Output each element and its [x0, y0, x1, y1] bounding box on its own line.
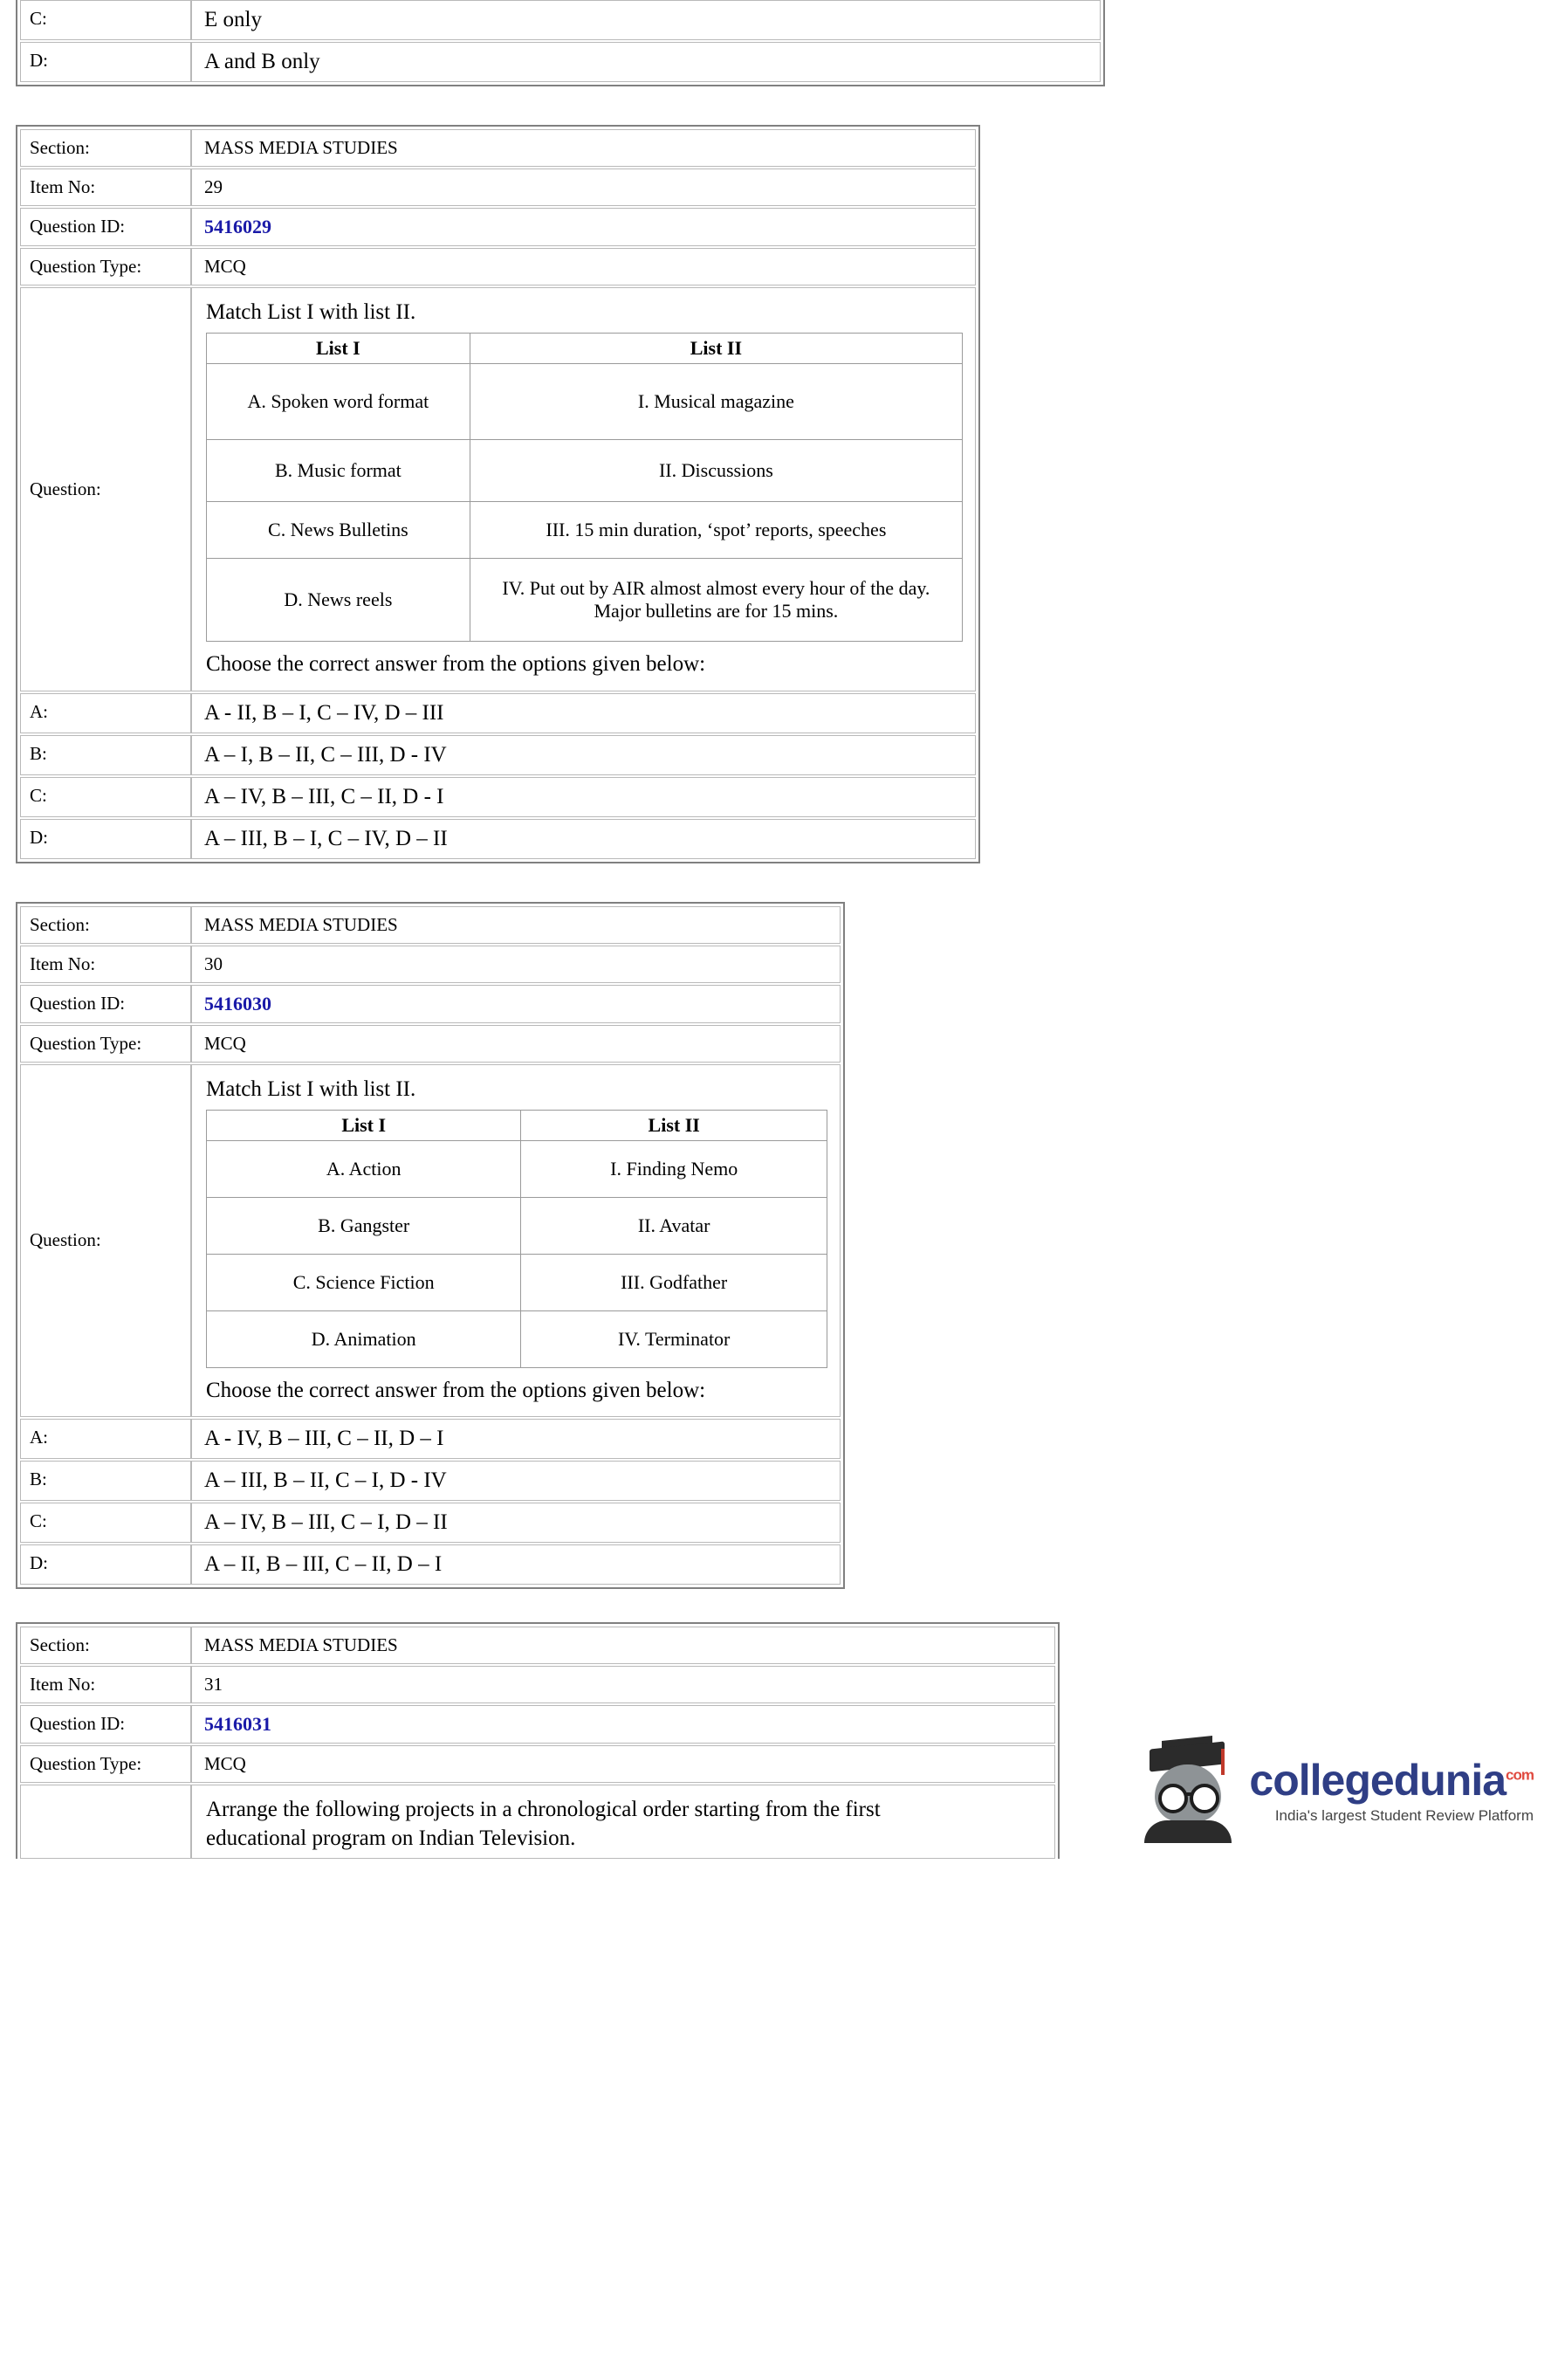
question-type-value: MCQ: [191, 1745, 1055, 1783]
question-type-label: Question Type:: [20, 248, 191, 285]
section-label: Section:: [20, 129, 191, 167]
section-row: [20, 129, 976, 167]
question-closing: Choose the correct answer from the options given below:: [206, 652, 706, 677]
question-id-value: [191, 208, 976, 246]
list-ii-item-i: I. Musical magazine: [470, 364, 962, 440]
item-no-row: [20, 1666, 1055, 1703]
option-b-label: B:: [20, 735, 191, 775]
option-d-label: D:: [20, 1544, 191, 1585]
question-label: Question:: [20, 1064, 191, 1418]
question-id-text: 5416030: [204, 992, 271, 1015]
question-stem-line-2: educational program on Indian Television.: [206, 1826, 576, 1851]
collegedunia-logo: [1137, 1744, 1534, 1840]
section-row: [20, 906, 841, 944]
list-ii-item-iii: III. 15 min duration, ‘spot’ reports, speeches: [470, 502, 962, 559]
list-i-item-a: A. Spoken word format: [207, 364, 470, 440]
item-no-label: Item No:: [20, 169, 191, 206]
table-row: [207, 440, 963, 502]
question-closing: Choose the correct answer from the options given below:: [206, 1378, 706, 1402]
table-row: [207, 1197, 827, 1254]
logo-name: collegedunia: [1249, 1755, 1507, 1805]
question-type-row: [20, 1745, 1055, 1783]
list-i-item-d: D. News reels: [207, 559, 470, 642]
question-block-31: [16, 1622, 1060, 1859]
section-label: Section:: [20, 1627, 191, 1664]
option-c-label: C:: [20, 777, 191, 817]
item-no-label: Item No:: [20, 1666, 191, 1703]
question-id-row: [20, 985, 841, 1023]
graduate-avatar-icon: [1137, 1744, 1240, 1840]
option-d-label: D:: [20, 42, 191, 82]
option-d-value: A and B only: [191, 42, 1101, 82]
question-id-text: 5416029: [204, 216, 271, 237]
question-id-label: Question ID:: [20, 1705, 191, 1744]
list-ii-item-iii: III. Godfather: [521, 1254, 827, 1310]
question-label: [20, 1785, 191, 1859]
list-ii-item-iv: IV. Terminator: [521, 1310, 827, 1367]
option-d-value: A – III, B – I, C – IV, D – II: [191, 819, 976, 859]
item-no-value: 29: [191, 169, 976, 206]
list-i-item-a: A. Action: [207, 1140, 521, 1197]
option-row-b: [20, 735, 976, 775]
option-row-c: [20, 777, 976, 817]
option-row-c: [20, 0, 1101, 40]
table-row: [207, 559, 963, 642]
list-ii-item-i: I. Finding Nemo: [521, 1140, 827, 1197]
list-i-item-d: D. Animation: [207, 1310, 521, 1367]
list-i-item-b: B. Gangster: [207, 1197, 521, 1254]
question-content: [191, 1785, 1055, 1859]
question-row: [20, 1064, 841, 1418]
question-type-value: MCQ: [191, 1025, 841, 1063]
item-no-label: Item No:: [20, 946, 191, 983]
logo-wordmark: [1249, 1755, 1534, 1805]
section-label: Section:: [20, 906, 191, 944]
question-type-row: [20, 1025, 841, 1063]
question-block-partial-top: [16, 0, 1105, 86]
question-type-row: [20, 248, 976, 285]
section-value: MASS MEDIA STUDIES: [191, 129, 976, 167]
question-label: Question:: [20, 287, 191, 691]
question-content: [191, 1064, 841, 1418]
option-a-label: A:: [20, 693, 191, 733]
question-id-value: [191, 985, 841, 1023]
question-id-label: Question ID:: [20, 985, 191, 1023]
question-stem: Match List I with list II.: [206, 1077, 416, 1101]
match-list-table: [206, 333, 963, 642]
question-type-value: MCQ: [191, 248, 976, 285]
question-row: [20, 287, 976, 691]
section-value: MASS MEDIA STUDIES: [191, 906, 841, 944]
item-no-value: 31: [191, 1666, 1055, 1703]
match-list-table: [206, 1110, 827, 1368]
question-block-29: [16, 125, 980, 863]
question-type-label: Question Type:: [20, 1745, 191, 1783]
option-b-value: A – I, B – II, C – III, D - IV: [191, 735, 976, 775]
question-stem-line-1: Arrange the following projects in a chronological order starting from the first: [206, 1798, 881, 1821]
option-a-value: A - II, B – I, C – IV, D – III: [191, 693, 976, 733]
option-row-a: [20, 693, 976, 733]
option-d-label: D:: [20, 819, 191, 859]
section-row: [20, 1627, 1055, 1664]
question-stem: Match List I with list II.: [206, 300, 416, 324]
list-i-header: List I: [207, 334, 470, 364]
option-c-label: C:: [20, 1503, 191, 1543]
option-row-d: [20, 1544, 841, 1585]
table-header-row: [207, 1110, 827, 1140]
option-row-a: [20, 1419, 841, 1459]
table-header-row: [207, 334, 963, 364]
question-id-row: [20, 1705, 1055, 1744]
option-row-d: [20, 819, 976, 859]
table-row: [207, 1140, 827, 1197]
logo-superscript: com: [1506, 1765, 1534, 1783]
option-d-value: A – II, B – III, C – II, D – I: [191, 1544, 841, 1585]
logo-text-group: [1249, 1755, 1534, 1825]
option-c-value: A – IV, B – III, C – I, D – II: [191, 1503, 841, 1543]
section-value: MASS MEDIA STUDIES: [191, 1627, 1055, 1664]
option-row-d: [20, 42, 1101, 82]
logo-tagline: India's largest Student Review Platform: [1274, 1806, 1534, 1824]
list-ii-header: List II: [470, 334, 962, 364]
option-b-value: A – III, B – II, C – I, D - IV: [191, 1461, 841, 1501]
option-c-value: E only: [191, 0, 1101, 40]
option-a-value: A - IV, B – III, C – II, D – I: [191, 1419, 841, 1459]
list-ii-item-iv: IV. Put out by AIR almost almost every hour of the day. Major bulletins are for 15 mins.: [470, 559, 962, 642]
item-no-value: 30: [191, 946, 841, 983]
list-ii-item-ii: II. Avatar: [521, 1197, 827, 1254]
option-c-label: C:: [20, 0, 191, 40]
question-id-row: [20, 208, 976, 246]
list-i-item-b: B. Music format: [207, 440, 470, 502]
option-row-b: [20, 1461, 841, 1501]
option-b-label: B:: [20, 1461, 191, 1501]
table-row: [207, 502, 963, 559]
option-a-label: A:: [20, 1419, 191, 1459]
list-i-item-c: C. News Bulletins: [207, 502, 470, 559]
option-c-value: A – IV, B – III, C – II, D - I: [191, 777, 976, 817]
item-no-row: [20, 169, 976, 206]
list-i-header: List I: [207, 1110, 521, 1140]
question-id-text: 5416031: [204, 1713, 271, 1735]
table-row: [207, 1254, 827, 1310]
question-row: [20, 1785, 1055, 1859]
question-id-label: Question ID:: [20, 208, 191, 246]
table-row: [207, 364, 963, 440]
table-row: [207, 1310, 827, 1367]
list-i-item-c: C. Science Fiction: [207, 1254, 521, 1310]
list-ii-item-ii: II. Discussions: [470, 440, 962, 502]
item-no-row: [20, 946, 841, 983]
option-row-c: [20, 1503, 841, 1543]
question-id-value: [191, 1705, 1055, 1744]
question-block-30: [16, 902, 845, 1590]
question-type-label: Question Type:: [20, 1025, 191, 1063]
list-ii-header: List II: [521, 1110, 827, 1140]
question-content: [191, 287, 976, 691]
